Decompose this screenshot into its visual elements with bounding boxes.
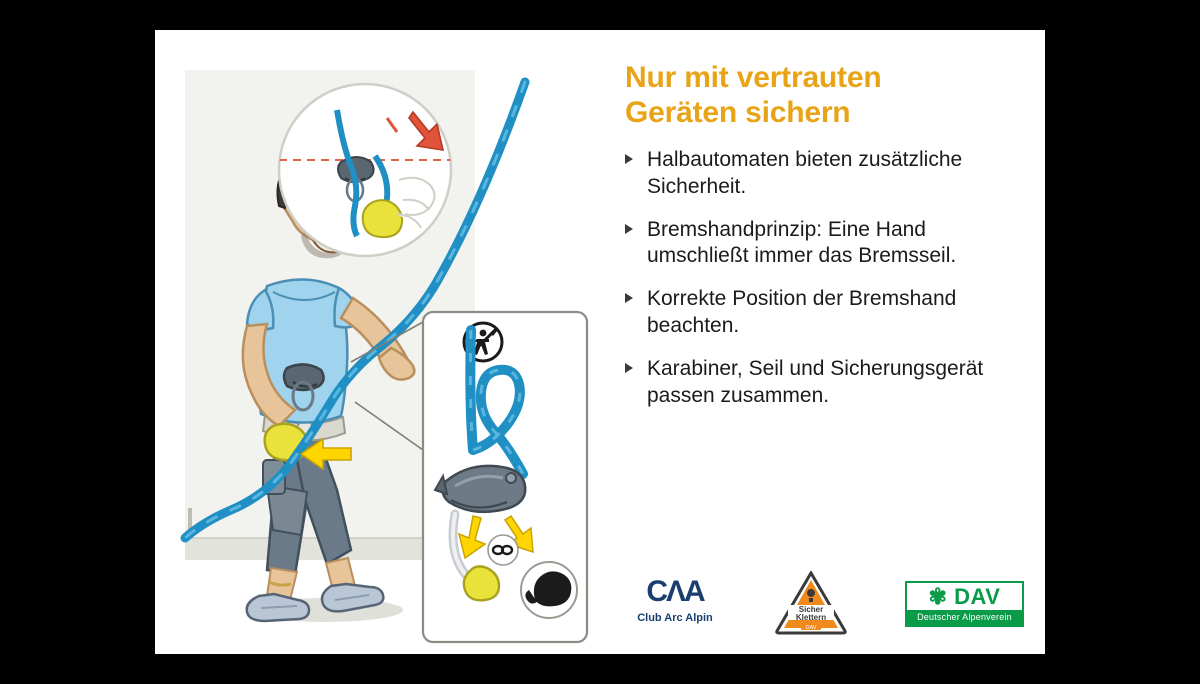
list-item (625, 147, 1025, 201)
caa-label: Club Arc Alpin (637, 612, 713, 624)
headline-line-2: Geräten sichern (625, 96, 851, 130)
climbing-illustration (155, 30, 610, 654)
list-item (625, 217, 1025, 271)
list-item-text: Karabiner, Seil und Sicherungsgerät passen zusammen. (647, 357, 984, 407)
text-panel (625, 60, 1025, 580)
triangle-bullet-icon (625, 363, 633, 373)
list-item-text: Bremshandprinzip: Eine Hand umschließt immer das Bremsseil. (647, 217, 957, 268)
svg-text:Sicher: Sicher (798, 605, 824, 614)
logo-row (625, 575, 1025, 645)
svg-text:Klettern: Klettern (795, 613, 827, 622)
bullet-list (625, 147, 1025, 410)
triangle-bullet-icon (625, 154, 633, 164)
page-title (625, 60, 1025, 131)
dav-title: DAV (954, 584, 1001, 609)
list-item-text: Korrekte Position der Bremshand beachten. (647, 287, 957, 338)
logo-sicher-klettern (775, 571, 847, 635)
triangle-bullet-icon (625, 293, 633, 303)
dav-title-row (907, 583, 1022, 610)
list-item (625, 356, 1025, 410)
triangle-bullet-icon (625, 224, 633, 234)
logo-club-arc-alpin (625, 577, 725, 624)
slide-canvas (155, 30, 1045, 654)
list-item (625, 286, 1025, 340)
headline-line-1: Nur mit vertrauten (625, 61, 882, 94)
edelweiss-icon: ✾ (928, 584, 948, 609)
svg-text:DAV: DAV (805, 625, 817, 631)
logo-dav (905, 581, 1024, 627)
caa-mark-icon: CΛA (646, 575, 704, 608)
list-item-text: Halbautomaten bieten zusätzliche Sicherheit. (647, 147, 963, 198)
dav-subtitle: Deutscher Alpenverein (907, 610, 1022, 625)
